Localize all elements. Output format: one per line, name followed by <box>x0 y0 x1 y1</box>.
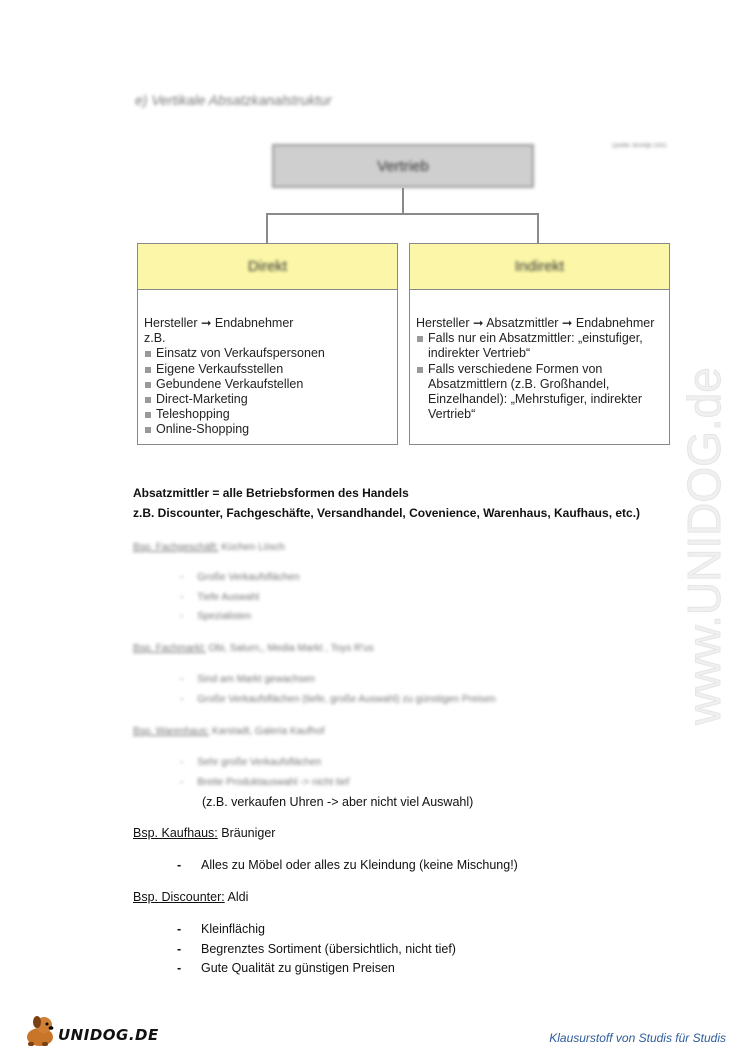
example-fachgeschaeft-list <box>180 568 300 627</box>
list-item: Direct-Marketing <box>144 392 391 407</box>
list-item: Eigene Verkaufsstellen <box>144 362 391 377</box>
list-item: - Begrenztes Sortiment (übersichtlich, nicht tief) <box>177 940 456 960</box>
list-item: - Kleinflächig <box>177 920 456 940</box>
indirekt-flow: Hersteller ➞ Absatzmittler ➞ Endabnehmer <box>416 316 655 330</box>
list-item: Teleshopping <box>144 407 391 422</box>
watermark <box>600 260 750 730</box>
list-item: Gebundene Verkaufstellen <box>144 377 391 392</box>
footer-logo[interactable] <box>22 1013 157 1049</box>
example-fachmarkt: Bsp. Fachmarkt: Obi, Saturn,, Media Markt , Toys R'us <box>133 643 374 654</box>
section-heading: e) Vertikale Absatzkanalstruktur <box>135 92 332 108</box>
direkt-flow: Hersteller ➞ Endabnehmer <box>144 316 294 330</box>
direkt-list <box>144 346 391 437</box>
example-discounter: Bsp. Discounter: Aldi <box>133 890 249 904</box>
list-item: Falls nur ein Absatzmittler: „einstufiger, indirekter Vertrieb“ <box>416 331 663 361</box>
list-item: - Große Verkaufsflächen (tiefe, große Auswahl) zu günstigen Preisen <box>180 693 496 705</box>
list-item: Einsatz von Verkaufspersonen <box>144 346 391 361</box>
watermark-text: www.UNIDOG.de <box>678 367 730 725</box>
connector-horizontal <box>266 213 538 215</box>
kaufhaus-list <box>177 856 518 876</box>
direkt-header <box>137 243 398 290</box>
warenhaus-note: (z.B. verkaufen Uhren -> aber nicht viel Auswahl) <box>202 795 474 809</box>
direkt-intro: z.B. <box>144 331 166 346</box>
direkt-body <box>137 290 398 445</box>
indirekt-title: Indirekt <box>514 258 565 275</box>
connector-vertical <box>402 188 404 214</box>
discounter-list <box>177 920 456 979</box>
example-warenhaus-list <box>180 753 349 792</box>
list-item: - Spezialisten <box>180 611 252 622</box>
list-item: Online-Shopping <box>144 422 391 437</box>
connector-left <box>266 213 268 243</box>
list-item: - Gute Qualität zu günstigen Preisen <box>177 959 456 979</box>
example-fachgeschaeft: Bsp. Fachgeschäft: Küchen Lösch <box>133 542 285 553</box>
list-item: - Sind am Markt gewachsen <box>180 674 316 685</box>
source-note: Quelle: Brüntje 2002 <box>612 143 667 149</box>
diagram-top-label: Vertrieb <box>377 157 429 175</box>
list-item: - Sehr große Verkaufsflächen <box>180 757 322 768</box>
list-item: - Tiefe Auswahl <box>180 591 260 603</box>
example-fachmarkt-list <box>180 670 496 709</box>
logo-text: UNIDOG.DE <box>58 1026 159 1044</box>
example-kaufhaus: Bsp. Kaufhaus: Bräuniger <box>133 826 276 840</box>
list-item: - Alles zu Möbel oder alles zu Kleindung (keine Mischung!) <box>177 856 518 876</box>
example-warenhaus: Bsp. Warenhaus: Karstadt, Galeria Kaufhof <box>133 726 325 737</box>
list-item: - Breite Produktauswahl -> nicht tief <box>180 776 350 788</box>
list-item: - Große Verkaufsflächen <box>180 572 300 583</box>
diagram-top-box <box>272 144 534 188</box>
direkt-title: Direkt <box>247 258 288 275</box>
definition-line-1: Absatzmittler = alle Betriebsformen des Handels <box>133 486 409 500</box>
dog-icon <box>22 1013 58 1049</box>
list-item: Falls verschiedene Formen von Absatzmittlern (z.B. Großhandel, Einzelhandel): „Mehrstufiger, indirekter Vertrieb“ <box>416 362 663 423</box>
definition-line-2: z.B. Discounter, Fachgeschäfte, Versandhandel, Covenience, Warenhaus, Kaufhaus, etc.) <box>133 506 641 520</box>
connector-right <box>537 213 539 243</box>
footer-tagline: Klausurstoff von Studis für Studis <box>549 1031 726 1045</box>
